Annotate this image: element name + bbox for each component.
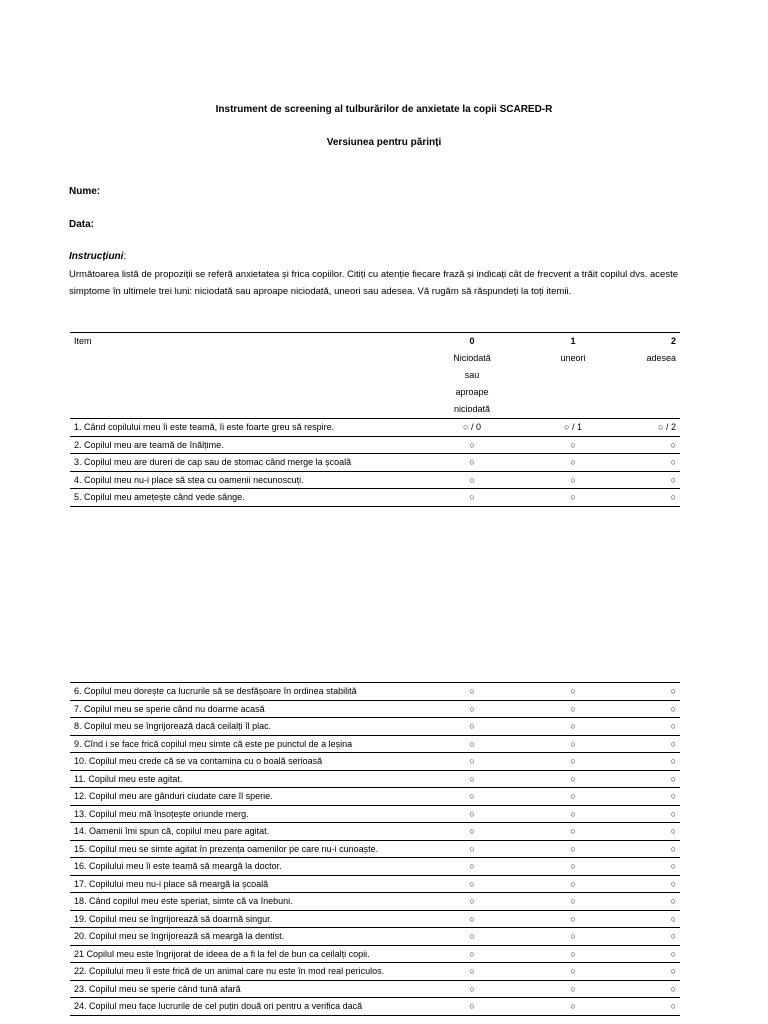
header-col2: 2 adesea	[646, 336, 676, 363]
radio-option-1[interactable]: ○	[570, 878, 576, 889]
item-text: 2. Copilul meu are teamă de înălțime.	[74, 439, 224, 450]
item-text: 11. Copilul meu este agitat.	[74, 773, 183, 784]
item-text: 22. Copilului meu îi este frică de un animal care nu este în mod real periculos.	[74, 966, 385, 976]
table-row	[70, 840, 680, 858]
radio-option-2[interactable]: ○	[670, 808, 676, 819]
radio-option-2[interactable]: ○	[670, 931, 676, 941]
item-text: 16. Copilului meu îi este teamă să meargă la doctor.	[74, 861, 282, 871]
radio-option-0[interactable]: ○	[469, 861, 475, 871]
radio-option-1[interactable]: ○	[570, 826, 576, 836]
radio-option-1[interactable]: ○	[570, 1001, 576, 1011]
radio-option-1[interactable]: ○	[570, 931, 576, 941]
radio-option-0[interactable]: ○	[469, 492, 475, 502]
radio-option-0[interactable]: ○	[469, 966, 475, 976]
radio-option-2[interactable]: ○ / 2	[658, 422, 676, 432]
item-text: 5. Copilul meu amețește când vede sânge.	[74, 492, 245, 502]
header-col1: 1 uneori	[560, 336, 586, 363]
radio-option-1[interactable]: ○	[570, 913, 576, 924]
table-row	[70, 910, 680, 928]
table-row	[70, 875, 680, 893]
radio-option-2[interactable]: ○	[670, 439, 676, 450]
radio-option-0[interactable]: ○	[469, 1001, 475, 1011]
radio-option-0[interactable]: ○	[469, 756, 475, 766]
radio-option-2[interactable]: ○	[670, 686, 676, 696]
item-text: 18. Când copilul meu este speriat, simte că va înebuni.	[74, 896, 293, 906]
item-text: 6. Copilul meu dorește ca lucrurile să se desfășoare în ordinea stabilită	[74, 686, 357, 696]
table-row	[70, 788, 680, 806]
table-row	[70, 770, 680, 788]
radio-option-1[interactable]: ○	[570, 791, 576, 801]
table-row	[70, 823, 680, 841]
radio-option-0[interactable]: ○	[469, 791, 475, 801]
radio-option-0[interactable]: ○	[469, 773, 475, 784]
item-text: 21 Copilul meu este îngrijorat de ideea de a fi la fel de bun ca ceilalți copii.	[74, 948, 370, 959]
radio-option-0[interactable]: ○	[469, 826, 475, 836]
radio-option-2[interactable]: ○	[670, 896, 676, 906]
table-row	[70, 683, 680, 701]
radio-option-0[interactable]: ○	[469, 686, 475, 696]
radio-option-0[interactable]: ○ / 0	[463, 422, 481, 432]
questionnaire-table-page1	[70, 332, 680, 507]
item-text: 20. Copilul meu se îngrijorează să meargă la dentist.	[74, 931, 285, 941]
radio-option-1[interactable]: ○	[570, 474, 576, 485]
item-text: 7. Copilul meu se sperie când nu doarme acasă	[74, 703, 265, 714]
radio-option-2[interactable]: ○	[670, 773, 676, 784]
radio-option-2[interactable]: ○	[670, 861, 676, 871]
header-item: Item	[74, 336, 92, 346]
radio-option-1[interactable]: ○ / 1	[564, 422, 582, 432]
radio-option-2[interactable]: ○	[670, 843, 676, 854]
table-row	[70, 489, 680, 507]
header-col0: 0 Niciodată sau aproape niciodată	[453, 336, 491, 414]
item-text: 14. Oamenii îmi spun că, copilul meu pare agitat.	[74, 826, 270, 836]
table-row	[70, 928, 680, 946]
item-text: 15. Copilul meu se simte agitat în prezența oamenilor pe care nu-i cunoaște.	[74, 843, 379, 854]
document-title: Instrument de screening al tulburărilor de anxietate la copii SCARED-R	[215, 104, 553, 115]
radio-option-1[interactable]: ○	[570, 756, 576, 766]
table-row	[70, 753, 680, 771]
item-text: 9. Cînd i se face frică copilul meu simte că este pe punctul de a leșina	[74, 738, 353, 749]
item-text: 4. Copilul meu nu-i place să stea cu oamenii necunoscuți.	[74, 474, 304, 485]
table-row	[70, 419, 680, 437]
radio-option-1[interactable]: ○	[570, 439, 576, 450]
radio-option-2[interactable]: ○	[670, 913, 676, 924]
radio-option-0[interactable]: ○	[469, 703, 475, 714]
radio-option-1[interactable]: ○	[570, 843, 576, 854]
radio-option-1[interactable]: ○	[570, 492, 576, 502]
radio-option-2[interactable]: ○	[670, 474, 676, 485]
radio-option-0[interactable]: ○	[469, 878, 475, 889]
radio-option-0[interactable]: ○	[469, 931, 475, 941]
table-row	[70, 963, 680, 981]
radio-option-0[interactable]: ○	[469, 948, 475, 959]
table-row	[70, 471, 680, 489]
radio-option-2[interactable]: ○	[670, 966, 676, 976]
radio-option-2[interactable]: ○	[670, 948, 676, 959]
item-text: 17. Copilului meu nu-i place să meargă la școală	[74, 878, 269, 889]
radio-option-0[interactable]: ○	[469, 439, 475, 450]
radio-option-1[interactable]: ○	[570, 738, 576, 749]
radio-option-1[interactable]: ○	[570, 861, 576, 871]
radio-option-0[interactable]: ○	[469, 474, 475, 485]
radio-option-0[interactable]: ○	[469, 457, 475, 467]
table-row	[70, 945, 680, 963]
item-text: 12. Copilul meu are gânduri ciudate care îl sperie.	[74, 791, 273, 801]
document-subtitle: Versiunea pentru părinți	[326, 137, 442, 148]
radio-option-2[interactable]: ○	[670, 492, 676, 502]
radio-option-1[interactable]: ○	[570, 773, 576, 784]
radio-option-0[interactable]: ○	[469, 913, 475, 924]
table-row	[70, 436, 680, 454]
instructions-heading: Instrucțiuni:	[69, 251, 127, 262]
item-text: 10. Copilul meu crede că se va contamina cu o boală serioasă	[74, 756, 323, 766]
table-header-row	[70, 333, 680, 419]
radio-option-1[interactable]: ○	[570, 896, 576, 906]
table-row	[70, 980, 680, 998]
item-text: 8. Copilul meu se îngrijorează dacă ceilalți îl plac.	[74, 721, 272, 731]
radio-option-0[interactable]: ○	[469, 738, 475, 749]
radio-option-1[interactable]: ○	[570, 983, 576, 994]
radio-option-2[interactable]: ○	[670, 738, 676, 749]
radio-option-1[interactable]: ○	[570, 808, 576, 819]
radio-option-0[interactable]: ○	[469, 843, 475, 854]
table-row	[70, 735, 680, 753]
table-row	[70, 700, 680, 718]
date-label: Data:	[69, 219, 95, 230]
item-text: 24. Copilul meu face lucrurile de cel puțin două ori pentru a verifica dacă	[74, 1001, 363, 1011]
radio-option-1[interactable]: ○	[570, 686, 576, 696]
table-row	[70, 858, 680, 876]
radio-option-2[interactable]: ○	[670, 1001, 676, 1011]
questionnaire-table-page2	[70, 682, 680, 1016]
item-text: 1. Când copilului meu îi este teamă, îi este foarte greu să respire.	[74, 422, 335, 432]
item-text: 19. Copilul meu se îngrijorează să doarmă singur.	[74, 913, 273, 924]
radio-option-2[interactable]: ○	[670, 826, 676, 836]
name-label: Nume:	[69, 186, 101, 197]
item-text: 3. Copilul meu are dureri de cap sau de stomac când merge la școală	[74, 457, 352, 467]
radio-option-0[interactable]: ○	[469, 983, 475, 994]
radio-option-0[interactable]: ○	[469, 896, 475, 906]
table-row	[70, 454, 680, 472]
radio-option-0[interactable]: ○	[469, 721, 475, 731]
radio-option-2[interactable]: ○	[670, 756, 676, 766]
radio-option-2[interactable]: ○	[670, 878, 676, 889]
table-row	[70, 998, 680, 1016]
instructions-text: Următoarea listă de propoziții se referă anxietatea și frica copiilor. Citiți cu atenție fiecare frază și indicați cât de frecvent a trăit copilul dvs. aceste simptome în ultimele trei luni: niciodată sau aproape niciodată, uneori sau adesea. Vă rugăm să răspundeți la toți itemii.	[69, 269, 678, 297]
radio-option-2[interactable]: ○	[670, 721, 676, 731]
radio-option-1[interactable]: ○	[570, 966, 576, 976]
radio-option-2[interactable]: ○	[670, 457, 676, 467]
table-row	[70, 893, 680, 911]
item-text: 13. Copilul meu mă însoțește oriunde merg.	[74, 808, 249, 819]
radio-option-1[interactable]: ○	[570, 703, 576, 714]
table-row	[70, 718, 680, 736]
item-text: 23. Copilul meu se sperie când tună afară	[74, 983, 241, 994]
radio-option-1[interactable]: ○	[570, 948, 576, 959]
radio-option-0[interactable]: ○	[469, 808, 475, 819]
radio-option-2[interactable]: ○	[670, 791, 676, 801]
table-row	[70, 805, 680, 823]
radio-option-2[interactable]: ○	[670, 703, 676, 714]
radio-option-1[interactable]: ○	[570, 721, 576, 731]
radio-option-2[interactable]: ○	[670, 983, 676, 994]
radio-option-1[interactable]: ○	[570, 457, 576, 467]
